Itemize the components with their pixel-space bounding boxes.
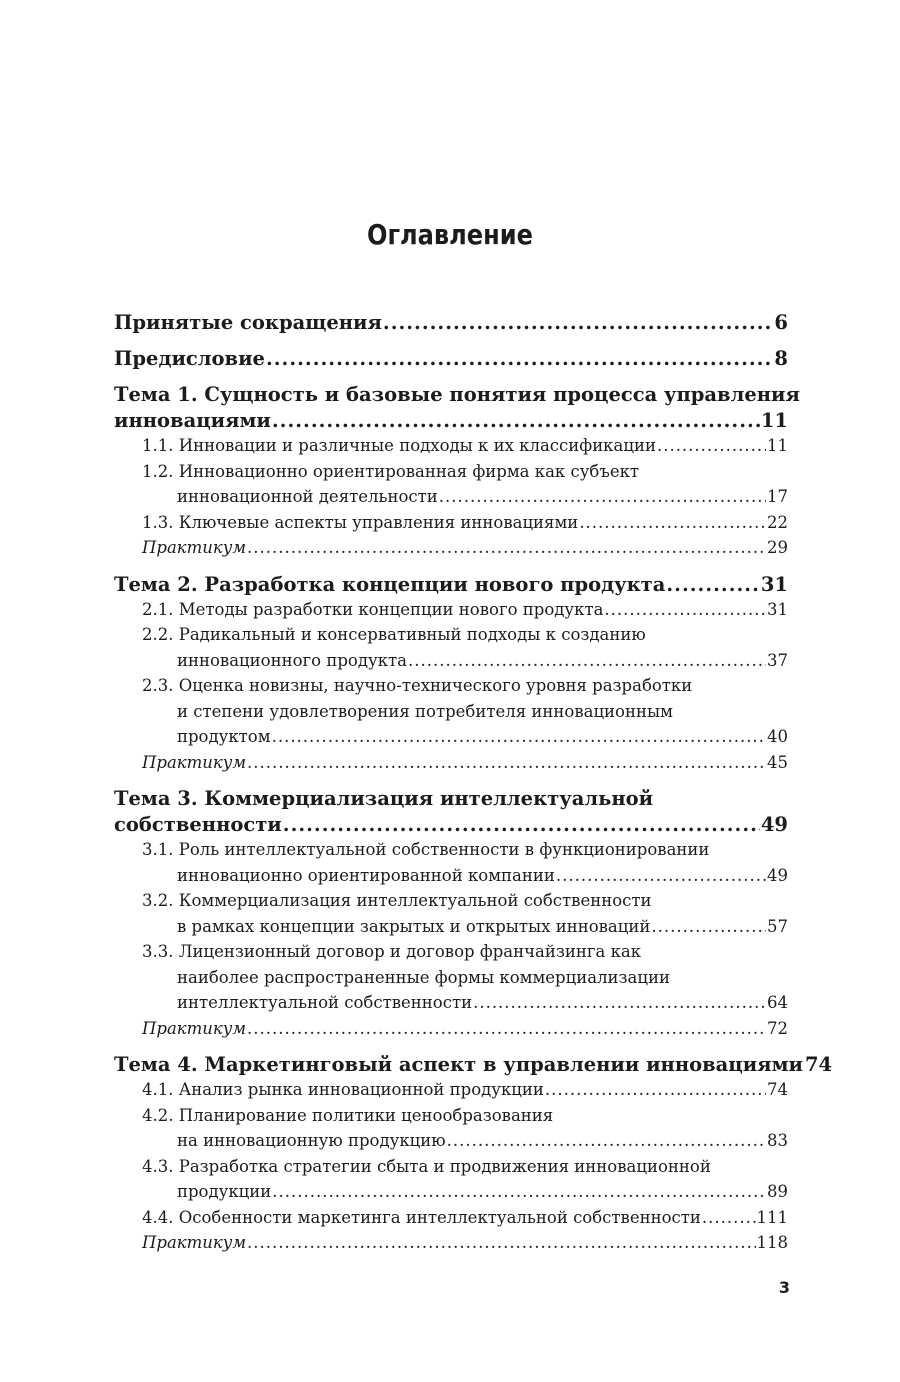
toc-page-number: 74 [767, 1080, 788, 1099]
toc-page-number: 8 [774, 347, 788, 370]
dot-leader [702, 1206, 756, 1231]
toc-page-number: 64 [767, 993, 788, 1012]
toc-line [142, 1206, 788, 1232]
dot-leader [247, 536, 766, 561]
toc-practicum[interactable] [114, 1231, 788, 1257]
toc-entry-text: наиболее распространенные формы коммерциализации [177, 967, 670, 987]
toc-front-entry[interactable] [114, 346, 788, 372]
toc-entry-text: инновационного продукта [177, 650, 407, 670]
toc-entry-text: 3.3. Лицензионный договор и договор франчайзинга как [142, 942, 642, 961]
toc-entry-text: 4.2. Планирование политики ценообразования [142, 1105, 554, 1125]
toc-page-number: 57 [767, 916, 788, 936]
page-number: 3 [778, 1278, 790, 1297]
separator [114, 336, 788, 344]
toc-section[interactable] [114, 940, 788, 1017]
dot-leader [604, 598, 766, 623]
toc-page-number: 31 [760, 572, 788, 596]
separator [114, 1042, 788, 1050]
toc-entry-text: Предисловие [114, 347, 265, 370]
toc-line [114, 382, 800, 408]
toc-line [142, 598, 788, 624]
toc-section[interactable] [114, 511, 788, 537]
toc-section[interactable] [114, 674, 788, 751]
toc-entry-text: Практикум [142, 1018, 247, 1038]
toc-line [142, 536, 788, 562]
toc-section[interactable] [114, 889, 788, 940]
toc-entry-text: интеллектуальной собственности [177, 993, 473, 1012]
toc-line [142, 889, 788, 915]
toc-page-number: 31 [767, 599, 788, 619]
toc-entry-text: 4.3. Разработка стратегии сбыта и продвижения инновационной [142, 1156, 711, 1176]
toc-page-number: 40 [767, 727, 788, 746]
toc-line [142, 623, 788, 649]
toc-section[interactable] [114, 460, 788, 511]
toc-line [142, 460, 788, 486]
toc-entry-text: 4.1. Анализ рынка инновационной продукции [142, 1080, 544, 1099]
toc-line [142, 700, 788, 726]
toc-page-number: 49 [767, 865, 788, 885]
toc-line [142, 485, 788, 511]
toc-entry-text: Практикум [142, 752, 247, 772]
toc-line [142, 1078, 788, 1104]
toc-section[interactable] [114, 1206, 788, 1232]
dot-leader [545, 1078, 766, 1103]
toc-entry-text: 2.2. Радикальный и консервативный подходы к созданию [142, 625, 646, 644]
toc-page-number: 72 [767, 1018, 788, 1038]
toc-entry-text: 3.2. Коммерциализация интеллектуальной собственности [142, 891, 652, 910]
toc-topic[interactable] [114, 786, 788, 838]
toc-page-number: 49 [760, 813, 788, 836]
toc-page-number: 45 [767, 752, 788, 772]
toc-line [142, 725, 788, 751]
toc-practicum[interactable] [114, 751, 788, 777]
toc-entry-text: Тема 3. Коммерциализация интеллектуальной [114, 787, 654, 810]
toc-line [142, 1180, 788, 1206]
toc-page-number: 17 [767, 487, 788, 506]
toc-entry-text: 3.1. Роль интеллектуальной собственности в функционировании [142, 840, 710, 859]
toc-line [114, 408, 788, 434]
toc-entry-text: 1.1. Инновации и различные подходы к их классификации [142, 436, 656, 455]
separator [114, 776, 788, 784]
toc-entry-text: инновациями [114, 409, 271, 432]
dot-leader [247, 1017, 766, 1042]
toc-line [114, 1052, 833, 1078]
toc-line [142, 940, 788, 966]
dot-leader [651, 915, 766, 940]
toc-line [142, 1129, 788, 1155]
toc-entry-text: и степени удовлетворения потребителя инновационным [177, 701, 673, 721]
toc-section[interactable] [114, 1078, 788, 1104]
separator [114, 372, 788, 380]
toc-section[interactable] [114, 1104, 788, 1155]
table-of-contents [114, 308, 833, 1257]
dot-leader [247, 1231, 755, 1256]
toc-entry-text: Принятые сокращения [114, 311, 382, 334]
toc-entry-text: Тема 1. Сущность и базовые понятия процесса управления [114, 383, 800, 406]
dot-leader [439, 485, 766, 510]
toc-line [142, 966, 788, 992]
dot-leader [247, 751, 766, 776]
toc-line [142, 1104, 788, 1130]
dot-leader [556, 864, 766, 889]
toc-entry-text: 1.3. Ключевые аспекты управления инновациями [142, 512, 579, 532]
toc-entry-text: инновационной деятельности [177, 487, 438, 506]
toc-entry-text: 1.2. Инновационно ориентированная фирма как субъект [142, 461, 640, 481]
toc-page-number: 83 [767, 1131, 788, 1150]
toc-line [142, 838, 788, 864]
toc-page-number: 22 [767, 512, 788, 532]
toc-entry-text: на инновационную продукцию [177, 1131, 446, 1150]
toc-entry-text: Тема 2. Разработка концепции нового продукта [114, 572, 666, 596]
toc-section[interactable] [114, 598, 788, 624]
toc-line [142, 751, 788, 777]
dot-leader [666, 572, 759, 598]
toc-line [142, 1155, 788, 1181]
dot-leader [579, 511, 766, 536]
toc-section[interactable] [114, 1155, 788, 1206]
dot-leader [272, 408, 760, 434]
dot-leader [383, 310, 774, 336]
toc-line [114, 310, 788, 336]
dot-leader [272, 725, 766, 750]
toc-line [142, 674, 788, 700]
toc-section[interactable] [114, 623, 788, 674]
toc-line [114, 812, 788, 838]
toc-practicum[interactable] [114, 536, 788, 562]
dot-leader [408, 649, 766, 674]
toc-page-number: 11 [767, 436, 788, 455]
toc-line [142, 434, 788, 460]
toc-entry-text: 2.3. Оценка новизны, научно-технического уровня разработки [142, 676, 693, 695]
toc-line [114, 346, 788, 372]
toc-line [142, 1017, 788, 1043]
toc-entry-text: продуктом [177, 727, 271, 746]
toc-topic[interactable] [114, 1052, 833, 1078]
page-title: Оглавление [366, 218, 533, 251]
toc-line [142, 511, 788, 537]
toc-entry-text: инновационно ориентированной компании [177, 865, 555, 885]
toc-entry-text: в рамках концепции закрытых и открытых инноваций [177, 916, 651, 936]
toc-topic[interactable] [114, 572, 788, 598]
toc-entry-text: Тема 4. Маркетинговый аспект в управлении инновациями [114, 1053, 803, 1076]
toc-topic[interactable] [114, 382, 800, 434]
toc-page-number: 111 [756, 1207, 788, 1227]
toc-line [142, 864, 788, 890]
dot-leader [447, 1129, 766, 1154]
toc-section[interactable] [114, 434, 788, 460]
separator [114, 562, 788, 570]
dot-leader [283, 812, 760, 838]
toc-line [142, 649, 788, 675]
toc-line [142, 1231, 788, 1257]
toc-page-number: 74 [804, 1053, 833, 1076]
dot-leader [272, 1180, 766, 1205]
toc-front-entry[interactable] [114, 310, 788, 336]
toc-entry-text: собственности [114, 813, 282, 836]
dot-leader [266, 346, 773, 372]
toc-line [114, 786, 788, 812]
toc-line [142, 991, 788, 1017]
toc-entry-text: Практикум [142, 1233, 247, 1252]
toc-page-number: 118 [756, 1233, 788, 1252]
dot-leader [473, 991, 766, 1016]
toc-line [142, 915, 788, 941]
toc-entry-text: 2.1. Методы разработки концепции нового продукта [142, 599, 604, 619]
toc-practicum[interactable] [114, 1017, 788, 1043]
toc-section[interactable] [114, 838, 788, 889]
toc-entry-text: Практикум [142, 538, 247, 557]
toc-entry-text: продукции [177, 1182, 272, 1201]
toc-page-number: 29 [767, 538, 788, 557]
toc-line [114, 572, 788, 598]
toc-page-number: 6 [774, 311, 788, 334]
toc-page-number: 37 [767, 650, 788, 670]
toc-page-number: 11 [760, 409, 788, 432]
dot-leader [657, 434, 766, 459]
toc-entry-text: 4.4. Особенности маркетинга интеллектуальной собственности [142, 1207, 701, 1227]
toc-page-number: 89 [767, 1182, 788, 1201]
